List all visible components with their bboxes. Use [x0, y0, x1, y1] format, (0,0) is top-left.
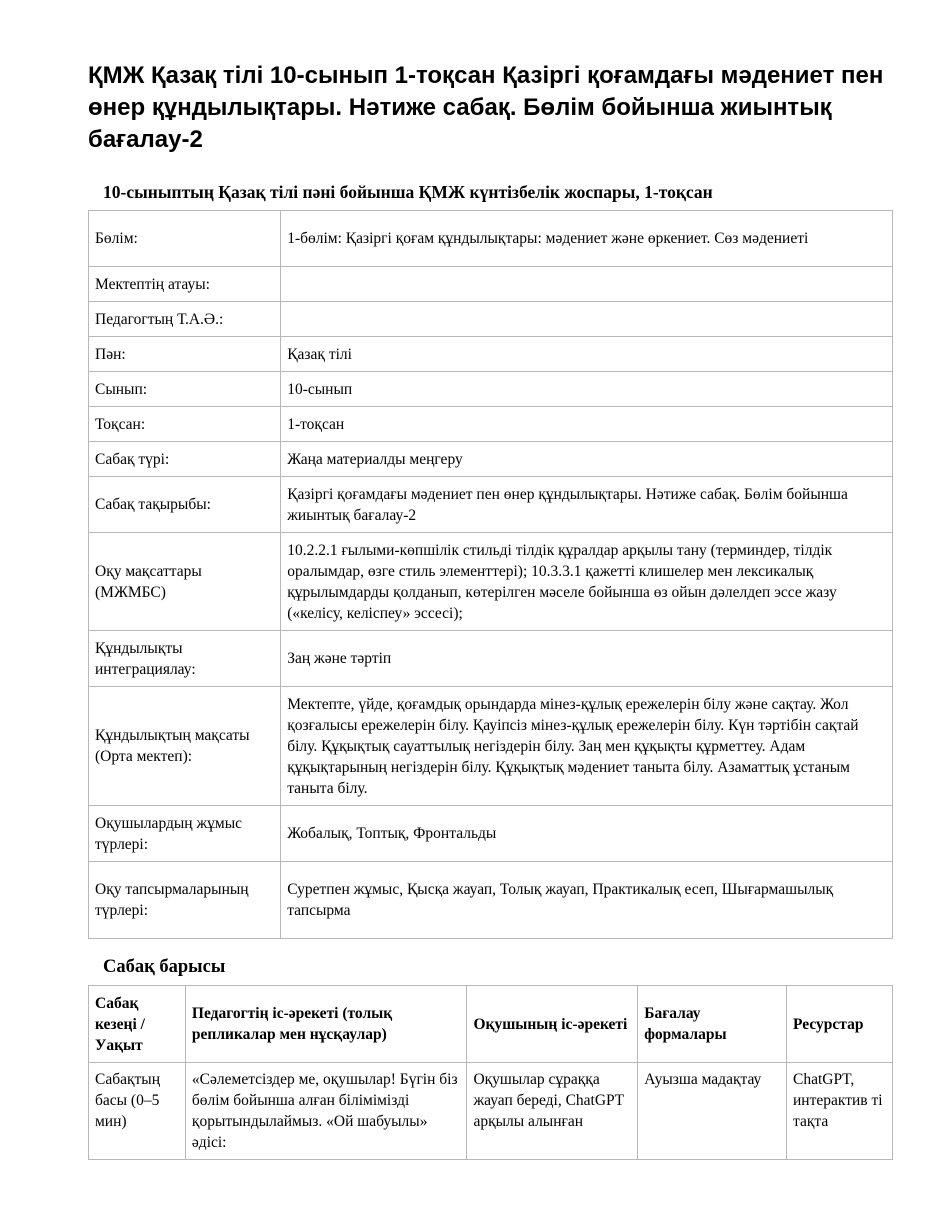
info-value: 1-тоқсан: [281, 407, 893, 442]
info-value: Қазіргі қоғамдағы мәдениет пен өнер құндылықтары. Нәтиже сабақ. Бөлім бойынша жиынтық бағалау-2: [281, 477, 893, 533]
lesson-flow-table: [88, 985, 893, 1160]
flow-cell: «Сәлеметсіздер ме, оқушылар! Бүгін біз бөлім бойынша алған білімімізді қорытындылаймыз. «Ой шабуылы» әдісі:: [185, 1063, 467, 1160]
info-label: Тоқсан:: [89, 407, 281, 442]
info-label: Оқу тапсырмаларының түрлері:: [89, 862, 281, 939]
info-label: Сабақ түрі:: [89, 442, 281, 477]
info-value: Заң және тәртіп: [281, 631, 893, 687]
flow-header-cell: Ресурстар: [787, 986, 893, 1063]
info-value: Жаңа материалды меңгеру: [281, 442, 893, 477]
info-value: Суретпен жұмыс, Қысқа жауап, Толық жауап, Практикалық есеп, Шығармашылық тапсырма: [281, 862, 893, 939]
info-label: Пән:: [89, 337, 281, 372]
info-row: [89, 533, 893, 631]
info-row: [89, 267, 893, 302]
flow-row: [89, 1063, 893, 1160]
flow-cell: Ауызша мадақтау: [638, 1063, 787, 1160]
info-label: Құндылықты интеграциялау:: [89, 631, 281, 687]
info-row: [89, 372, 893, 407]
info-row: [89, 302, 893, 337]
info-row: [89, 407, 893, 442]
info-label: Мектептің атауы:: [89, 267, 281, 302]
info-label: Оқу мақсаттары (МЖМБС): [89, 533, 281, 631]
info-label: Оқушылардың жұмыс түрлері:: [89, 806, 281, 862]
info-value: 10-сынып: [281, 372, 893, 407]
info-value: Жобалық, Топтық, Фронтальды: [281, 806, 893, 862]
lesson-info-table: [88, 210, 893, 939]
info-row: [89, 862, 893, 939]
info-value: Мектепте, үйде, қоғамдық орындарда мінез-құлық ережелерін білу және сақтау. Жол қозғалысы ережелерін білу. Қауіпсіз мінез-құлық ережелерін білу. Күн тәртібін сақтай білу. Құқықтық сауаттылық негіздерін білу. Заң мен құқықты құрметтеу. Адам құқықтарының негіздерін білу. Құқықтық мәдениет таныта білу. Азаматтық ұстаным таныта білу.: [281, 687, 893, 806]
info-label: Бөлім:: [89, 211, 281, 267]
plan-subtitle: 10-сыныптың Қазақ тілі пәні бойынша ҚМЖ күнтізбелік жоспары, 1-тоқсан: [103, 182, 713, 202]
flow-header-cell: Сабақ кезеңі / Уақыт: [89, 986, 186, 1063]
info-value: Қазақ тілі: [281, 337, 893, 372]
info-row: [89, 631, 893, 687]
info-row: [89, 477, 893, 533]
document-title: ҚМЖ Қазақ тілі 10-сынып 1-тоқсан Қазіргі қоғамдағы мәдениет пен өнер құндылықтары. Нәтиже сабақ. Бөлім бойынша жиынтық бағалау-2: [88, 62, 884, 153]
info-label: Сынып:: [89, 372, 281, 407]
flow-header-cell: Педагогтің іс-әрекеті (толық репликалар мен нұсқаулар): [185, 986, 467, 1063]
flow-header-cell: Бағалау формалары: [638, 986, 787, 1063]
lesson-flow-header-row: [89, 986, 893, 1063]
info-row: [89, 687, 893, 806]
info-value: [281, 267, 893, 302]
flow-cell: Сабақтың басы (0–5 мин): [89, 1063, 186, 1160]
info-value: 10.2.2.1 ғылыми-көпшілік стильді тілдік құралдар арқылы тану (терминдер, тілдік оралымдар, өзге стиль элементтері); 10.3.3.1 қажетті клишелер мен лексикалық құрылымдарды қолданып, көтерілген мәселе бойынша өз ойын дәлелдеп эссе жазу («келісу, келіспеу» эссесі);: [281, 533, 893, 631]
flow-cell: ChatGPT, интерактив ті тақта: [787, 1063, 893, 1160]
info-value: 1-бөлім: Қазіргі қоғам құндылықтары: мәдениет және өркениет. Сөз мәдениеті: [281, 211, 893, 267]
info-row: [89, 211, 893, 267]
info-row: [89, 442, 893, 477]
info-label: Педагогтың Т.А.Ә.:: [89, 302, 281, 337]
flow-cell: Оқушылар сұраққа жауап береді, ChatGPT арқылы алынған: [467, 1063, 638, 1160]
info-label: Сабақ тақырыбы:: [89, 477, 281, 533]
lesson-flow-heading: Сабақ барысы: [103, 957, 226, 977]
info-row: [89, 337, 893, 372]
info-label: Құндылықтың мақсаты (Орта мектеп):: [89, 687, 281, 806]
info-row: [89, 806, 893, 862]
info-value: [281, 302, 893, 337]
flow-header-cell: Оқушының іс-әрекеті: [467, 986, 638, 1063]
